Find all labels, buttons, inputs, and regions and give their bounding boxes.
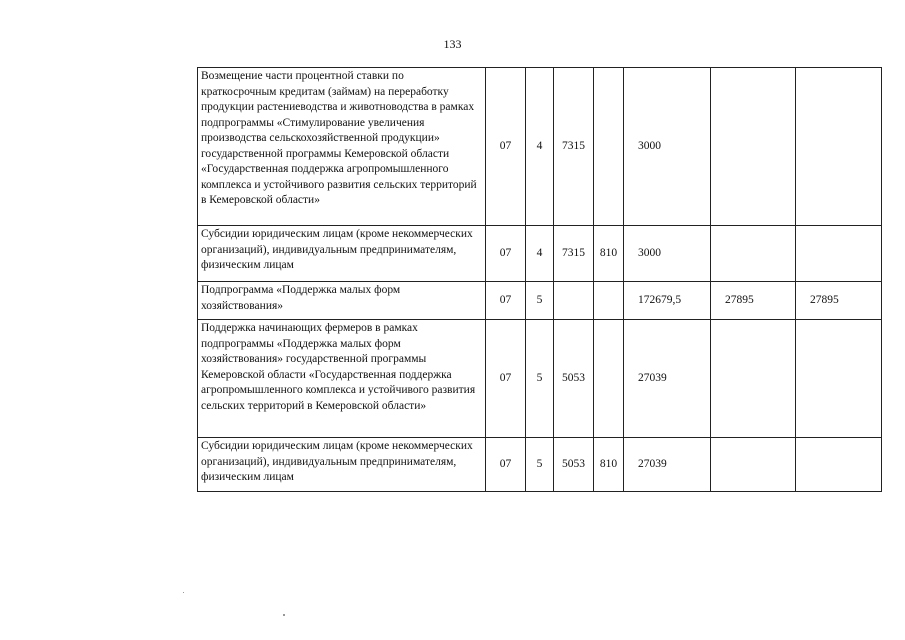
table-row — [198, 282, 882, 320]
description-line: хозяйствования» государственной программы — [201, 353, 427, 365]
expense-type-code: 810 — [594, 438, 624, 492]
description-line: Субсидии юридическим лицам (кроме некоммерческих — [201, 228, 473, 240]
description-line: государственной программы Кемеровской области — [201, 147, 450, 160]
description-line: физическим лицам — [201, 471, 294, 483]
amount-3: 27895 — [796, 282, 882, 320]
target-code: 5053 — [554, 438, 594, 492]
table-row — [198, 320, 882, 438]
expense-type-code — [594, 68, 624, 226]
target-code — [554, 282, 594, 320]
row-description — [198, 68, 486, 226]
description-line: Подпрограмма «Поддержка малых форм — [201, 284, 401, 296]
description-line: продукции растениеводства и животноводства в рамках — [201, 101, 475, 113]
amount-3 — [796, 226, 882, 282]
row-description — [198, 320, 486, 438]
row-description — [198, 226, 486, 282]
amount-3 — [796, 320, 882, 438]
expense-type-code — [594, 320, 624, 438]
amount-2: 27895 — [711, 282, 796, 320]
subsection-code: 5 — [526, 282, 554, 320]
amount-2 — [711, 68, 796, 226]
amount-2 — [711, 320, 796, 438]
table-row — [198, 68, 882, 226]
section-code: 07 — [486, 282, 526, 320]
scan-speck — [183, 592, 184, 593]
row-description — [198, 282, 486, 320]
description-line: сельских территорий в Кемеровской области» — [201, 399, 427, 412]
amount-1: 3000 — [624, 68, 711, 226]
target-code: 5053 — [554, 320, 594, 438]
description-line: Кемеровской области «Государственная поддержка — [201, 368, 452, 381]
amount-1: 3000 — [624, 226, 711, 282]
subsection-code: 5 — [526, 320, 554, 438]
amount-1: 27039 — [624, 438, 711, 492]
subsection-code: 5 — [526, 438, 554, 492]
section-code: 07 — [486, 320, 526, 438]
description-line: Поддержка начинающих фермеров в рамках — [201, 322, 418, 334]
target-code: 7315 — [554, 68, 594, 226]
target-code: 7315 — [554, 226, 594, 282]
description-line: организаций), индивидуальным предпринимателям, — [201, 455, 457, 468]
description-line: «Государственная поддержка агропромышленного — [201, 163, 449, 175]
amount-3 — [796, 68, 882, 226]
description-line: Возмещение части процентной ставки по — [201, 70, 404, 82]
table-row — [198, 226, 882, 282]
description-line: подпрограммы «Поддержка малых форм — [201, 337, 401, 350]
description-line: организаций), индивидуальным предпринимателям, — [201, 243, 457, 256]
expense-type-code — [594, 282, 624, 320]
section-code: 07 — [486, 68, 526, 226]
description-line: в Кемеровской области» — [201, 194, 320, 206]
row-description — [198, 438, 486, 492]
expense-type-code: 810 — [594, 226, 624, 282]
section-code: 07 — [486, 438, 526, 492]
description-line: комплекса и устойчивого развития сельских территорий — [201, 178, 477, 191]
description-line: физическим лицам — [201, 259, 294, 271]
scan-speck — [283, 614, 285, 616]
amount-2 — [711, 438, 796, 492]
section-code: 07 — [486, 226, 526, 282]
amount-1: 27039 — [624, 320, 711, 438]
description-line: Субсидии юридическим лицам (кроме некоммерческих — [201, 440, 473, 452]
description-line: краткосрочным кредитам (займам) на переработку — [201, 85, 449, 98]
description-line: подпрограммы «Стимулирование увеличения — [201, 116, 425, 129]
amount-1: 172679,5 — [624, 282, 711, 320]
budget-table — [197, 67, 882, 492]
description-line: хозяйствования» — [201, 299, 284, 312]
table-row — [198, 438, 882, 492]
description-line: производства сельскохозяйственной продукции» — [201, 132, 440, 144]
amount-2 — [711, 226, 796, 282]
subsection-code: 4 — [526, 68, 554, 226]
amount-3 — [796, 438, 882, 492]
subsection-code: 4 — [526, 226, 554, 282]
page-number: 133 — [443, 37, 462, 51]
description-line: агропромышленного комплекса и устойчивого развития — [201, 384, 476, 396]
